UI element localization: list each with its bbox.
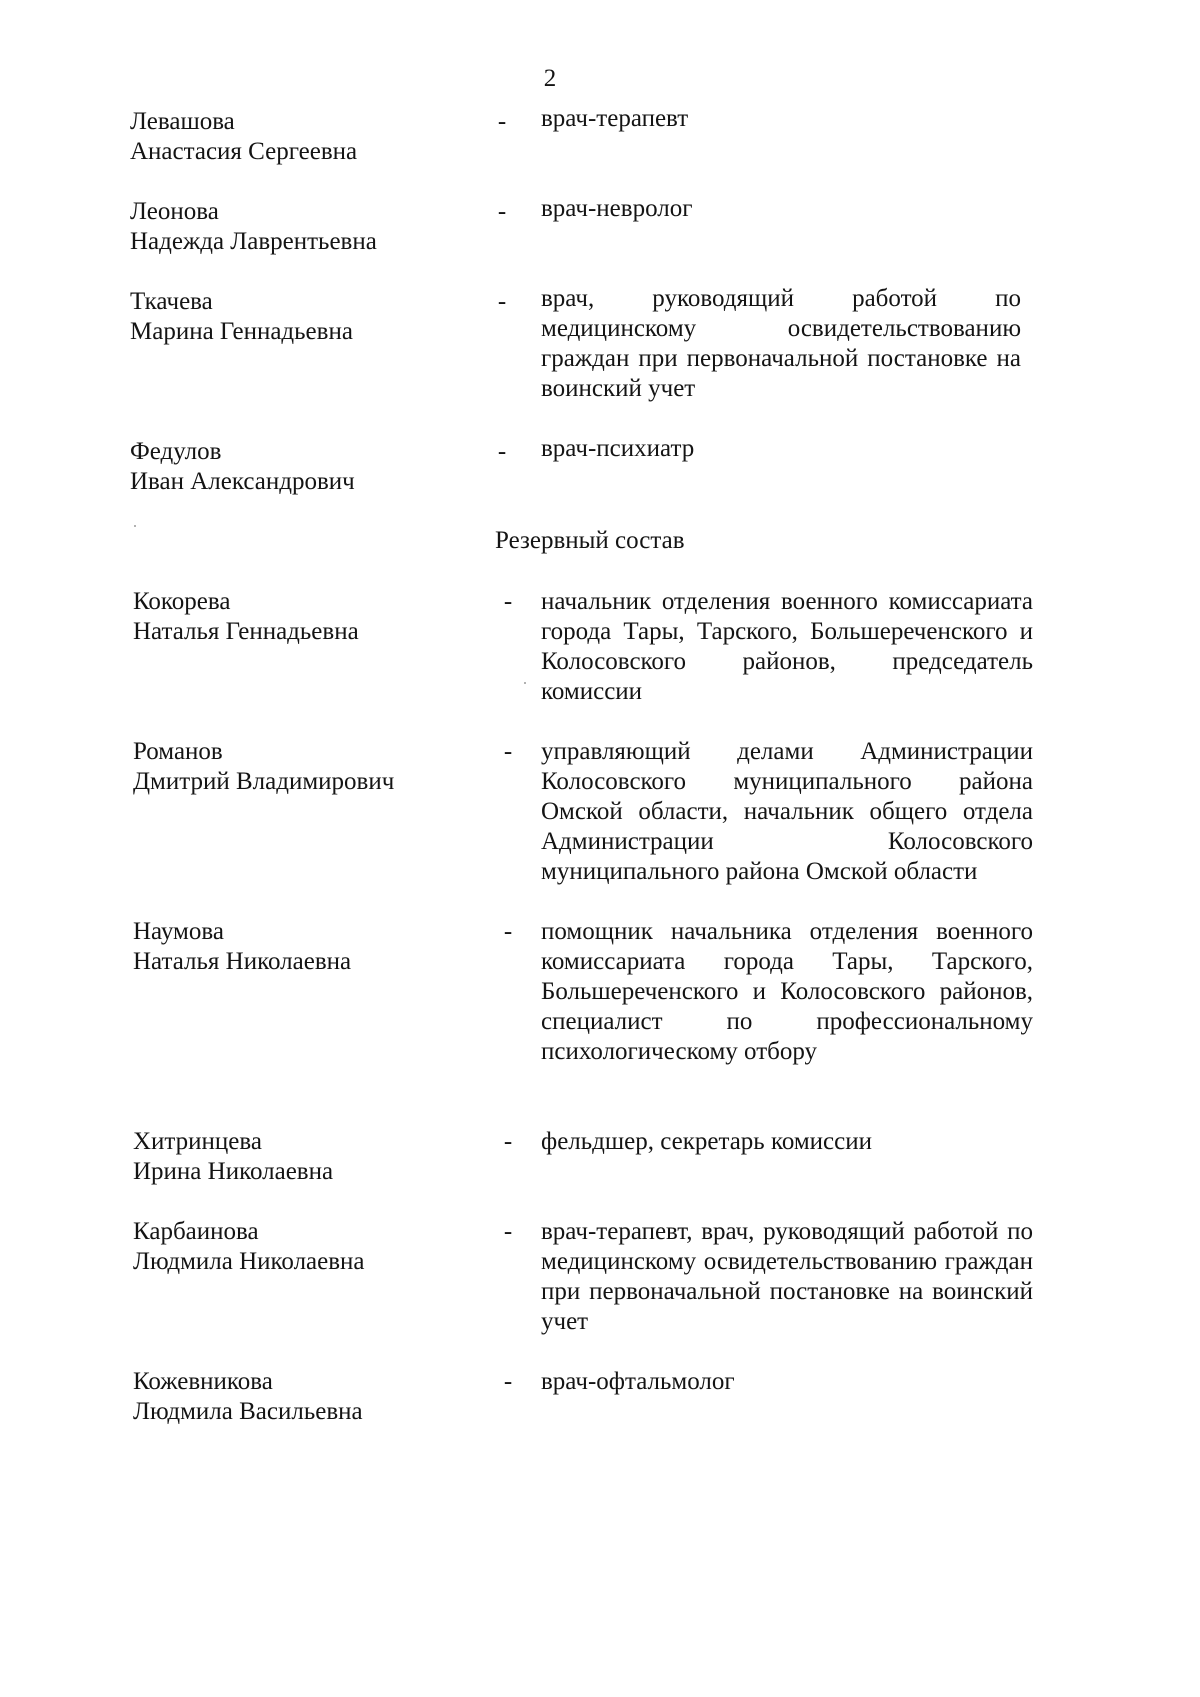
member-role: врач-терапевт — [541, 105, 689, 132]
member-given-names: Надежда Лаврентьевна — [130, 228, 377, 255]
member-role: врач-терапевт, врач, руководящий работой по медицинскому освидетельствованию граждан при первоначальной постановке на воинский учет — [541, 1218, 1033, 1335]
entry-dash: - — [497, 438, 507, 465]
member-role: управляющий делами Администрации Колосовского муниципального района Омской области, начальник общего отдела Администрации Колосовского муниципального района Омской области — [541, 738, 1033, 885]
member-surname: Хитринцева — [133, 1128, 262, 1155]
scan-speck — [134, 525, 136, 527]
member-role: начальник отделения военного комиссариата города Тары, Тарского, Большереченского и Колосовского районов, председатель комиссии — [541, 588, 1033, 705]
member-given-names: Наталья Николаевна — [133, 948, 352, 975]
entry-dash: - — [503, 588, 513, 615]
member-role: фельдшер, секретарь комиссии — [541, 1128, 873, 1155]
member-surname: Федулов — [130, 438, 222, 465]
member-surname: Левашова — [130, 108, 235, 135]
member-surname: Кокорева — [133, 588, 231, 615]
member-surname: Наумова — [133, 918, 224, 945]
member-surname: Ткачева — [130, 288, 213, 315]
member-given-names: Людмила Васильевна — [133, 1398, 363, 1425]
member-surname: Карбаинова — [133, 1218, 259, 1245]
member-role: врач, руководящий работой по медицинскому освидетельствованию граждан при первоначальной постановке на воинский учет — [541, 285, 1021, 402]
entry-dash: - — [497, 108, 507, 135]
member-name — [133, 1217, 473, 1277]
member-name — [130, 437, 470, 497]
member-role: врач-офтальмолог — [541, 1368, 735, 1395]
member-name — [133, 917, 473, 977]
member-name — [133, 1367, 473, 1427]
entry-dash: - — [503, 738, 513, 765]
reserve-section-heading: Резервный состав — [495, 527, 685, 554]
member-given-names: Марина Геннадьевна — [130, 318, 353, 345]
member-given-names: Наталья Геннадьевна — [133, 618, 359, 645]
scan-speck — [524, 682, 526, 684]
page-number: 2 — [543, 65, 557, 92]
member-given-names: Людмила Николаевна — [133, 1248, 365, 1275]
member-role: врач-невролог — [541, 195, 693, 222]
member-name — [133, 587, 473, 647]
member-given-names: Ирина Николаевна — [133, 1158, 334, 1185]
entry-dash: - — [503, 1218, 513, 1245]
entry-dash: - — [497, 288, 507, 315]
member-role: помощник начальника отделения военного комиссариата города Тары, Тарского, Большереченского и Колосовского районов, специалист по профессиональному психологическому отбору — [541, 918, 1033, 1065]
entry-dash: - — [503, 918, 513, 945]
member-name — [130, 107, 470, 167]
member-given-names: Иван Александрович — [130, 468, 355, 495]
entry-dash: - — [503, 1128, 513, 1155]
member-role: врач-психиатр — [541, 435, 695, 462]
member-name — [133, 1127, 473, 1187]
entry-dash: - — [503, 1368, 513, 1395]
entry-dash: - — [497, 198, 507, 225]
member-name — [130, 287, 470, 347]
member-surname: Леонова — [130, 198, 219, 225]
member-surname: Романов — [133, 738, 223, 765]
member-given-names: Анастасия Сергеевна — [130, 138, 358, 165]
member-given-names: Дмитрий Владимирович — [133, 768, 395, 795]
member-name — [130, 197, 470, 257]
member-surname: Кожевникова — [133, 1368, 273, 1395]
member-name — [133, 737, 473, 797]
